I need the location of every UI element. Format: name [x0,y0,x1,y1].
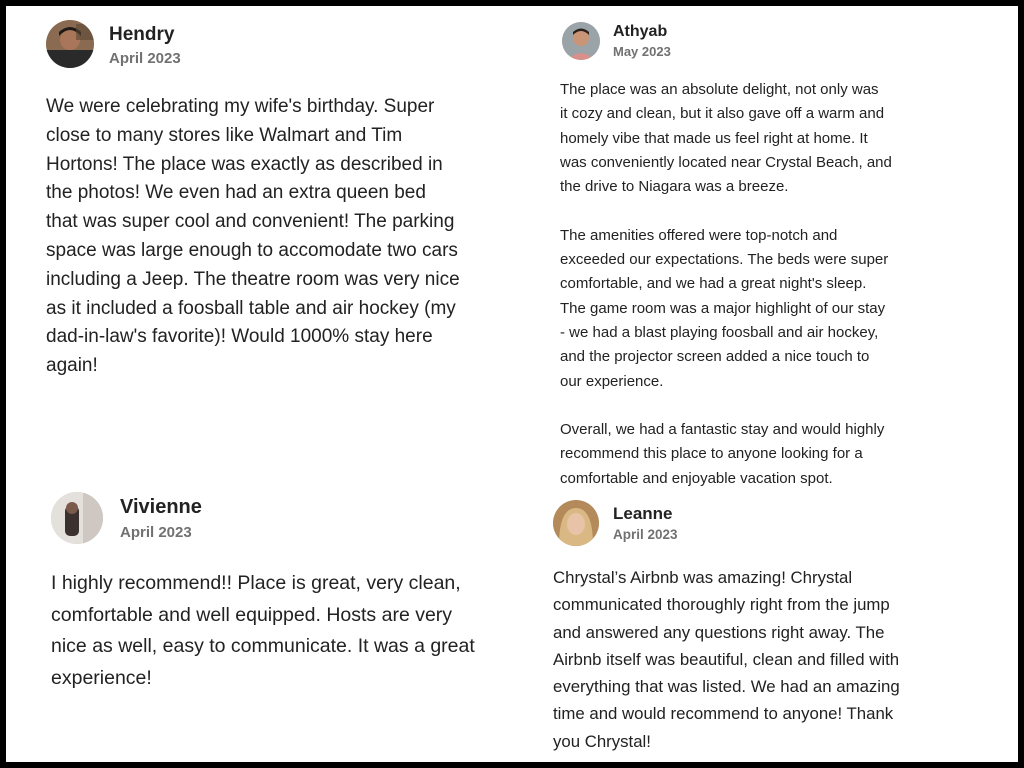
review-date: April 2023 [120,524,192,541]
review-card-athyab [560,19,980,487]
review-date: May 2023 [613,44,671,59]
review-header [51,490,531,540]
reviewer-name: Vivienne [120,496,202,518]
review-header [46,20,496,70]
review-card-vivienne [51,490,531,689]
review-date: April 2023 [613,527,678,542]
review-header [560,19,980,69]
review-card-leanne [553,500,973,751]
reviewer-name: Leanne [613,504,673,523]
review-text: I highly recommend!! Place is great, very clean, comfortable and well equipped. Hosts are very nice as well, easy to communicate. It was a great experience! [51,572,475,689]
review-card-hendry [46,20,496,377]
reviews-panel [6,6,1018,762]
review-date: April 2023 [109,50,181,67]
avatar[interactable] [562,22,600,60]
review-header [553,500,973,550]
avatar[interactable] [46,20,94,68]
avatar[interactable] [553,500,599,546]
avatar[interactable] [51,492,103,544]
review-text: The place was an absolute delight, not only was it cozy and clean, but it also gave off a warm and homely vibe that made us feel right at home. It was conveniently located near Crystal Beach, and the drive to Niagara was a breeze. The amenities offered were top-notch and exceeded our expectations. The beds were super comfortable, and we had a great night's sleep. The game room was a major highlight of our stay - we had a blast playing foosball and air hockey, and the projector screen added a nice touch to our experience. Overall, we had a fantastic stay and would highly recommend this place to anyone looking for a comfortable and enjoyable vacation spot. [560,81,892,487]
review-text: Chrystal’s Airbnb was amazing! Chrystal communicated thoroughly right from the jump and answered any questions right away. The Airbnb itself was beautiful, clean and filled with everything that was listed. We had an amazing time and would recommend to anyone! Thank you Chrystal! [553,568,900,751]
review-text: We were celebrating my wife's birthday. Super close to many stores like Walmart and Tim Hortons! The place was exactly as described in the photos! We even had an extra queen bed that was super cool and convenient! The parking space was large enough to accomodate two cars including a Jeep. The theatre room was very nice as it included a foosball table and air hockey (my dad-in-law's favorite)! Would 1000% stay here again! [46,96,460,377]
reviewer-name: Athyab [613,23,668,40]
reviewer-name: Hendry [109,24,175,45]
